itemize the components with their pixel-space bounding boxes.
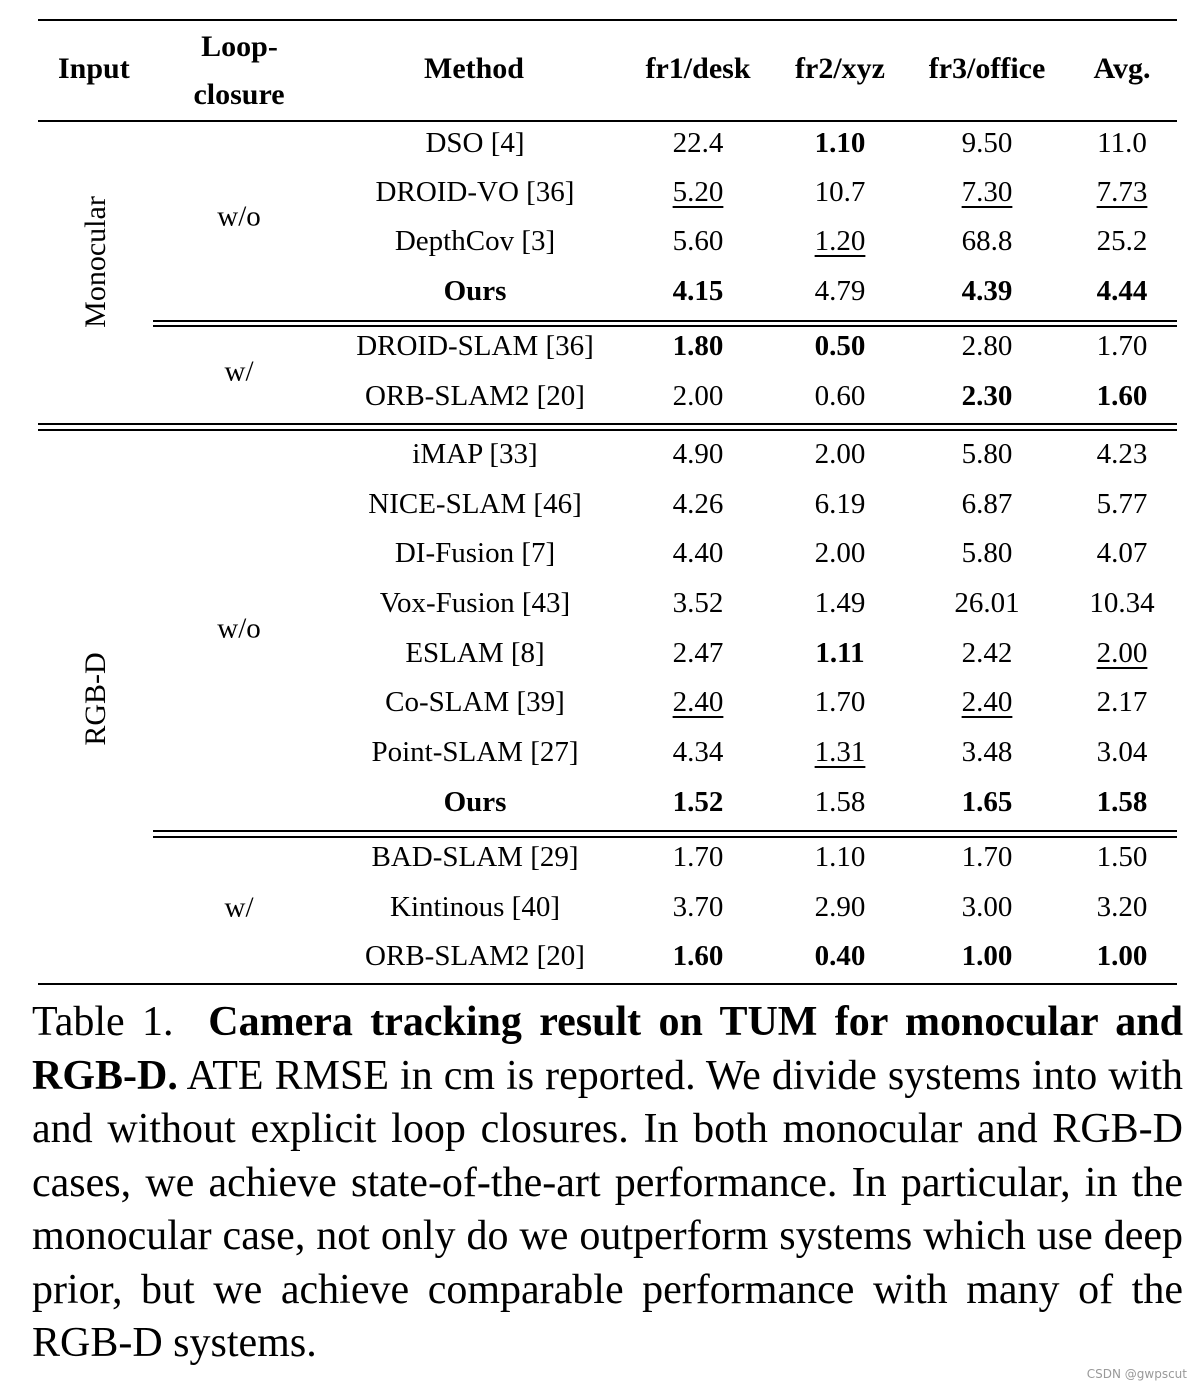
value-cell — [673, 277, 724, 306]
value-cell — [962, 129, 1013, 158]
value-cell — [962, 227, 1013, 256]
header-fr3-office: fr3/office — [928, 52, 1046, 85]
value-text: 4.79 — [814, 275, 866, 307]
value-text: 4.40 — [672, 537, 724, 569]
value-text: 3.20 — [1096, 891, 1148, 923]
value-cell — [815, 539, 866, 568]
value-cell — [1097, 178, 1148, 207]
value-text: 1.60 — [672, 940, 724, 972]
header-fr1-desk: fr1/desk — [645, 52, 751, 85]
method-cell: Point-SLAM [27] — [371, 736, 579, 768]
caption-title: Camera tracking result on TUM for monocular and RGB-D. — [32, 999, 1183, 1099]
loop-mono-without: w/o — [217, 200, 261, 233]
value-text: 0.50 — [814, 330, 866, 362]
value-cell — [962, 382, 1013, 411]
value-cell — [815, 178, 866, 207]
value-text: 2.42 — [961, 637, 1013, 669]
value-cell — [1097, 277, 1148, 306]
header-rule — [38, 120, 1177, 122]
value-text: 1.58 — [814, 786, 866, 818]
value-cell — [815, 893, 866, 922]
bottom-rule — [38, 983, 1177, 985]
header-loop-line1: Loop- — [201, 30, 278, 63]
value-text: 3.70 — [672, 891, 724, 923]
value-cell — [815, 332, 866, 361]
value-cell — [673, 440, 724, 469]
value-text: 0.60 — [814, 380, 866, 412]
method-cell: DSO [4] — [425, 127, 525, 159]
method-cell: DepthCov [3] — [394, 225, 556, 257]
method-cell: DI-Fusion [7] — [394, 537, 556, 569]
value-text: 3.00 — [961, 891, 1013, 923]
value-text: 2.30 — [961, 380, 1013, 412]
value-cell — [1097, 129, 1147, 158]
value-text: 26.01 — [954, 587, 1020, 619]
value-text: 1.50 — [1096, 841, 1148, 873]
value-cell — [815, 382, 866, 411]
value-text: 2.90 — [814, 891, 866, 923]
value-cell — [1097, 639, 1148, 668]
value-cell — [815, 843, 866, 872]
value-text: 7.73 — [1096, 176, 1148, 208]
value-text: 1.65 — [961, 786, 1013, 818]
value-cell — [962, 440, 1013, 469]
value-cell — [962, 893, 1013, 922]
value-cell — [673, 227, 724, 256]
value-cell — [815, 788, 866, 817]
value-cell — [1097, 440, 1148, 469]
value-text: 7.30 — [961, 176, 1013, 208]
value-cell — [673, 639, 724, 668]
value-text: 3.48 — [961, 736, 1013, 768]
value-cell — [673, 688, 724, 717]
value-cell — [1097, 738, 1148, 767]
value-cell — [815, 440, 866, 469]
value-text: 6.19 — [814, 488, 866, 520]
value-cell — [815, 688, 866, 717]
value-text: 1.80 — [672, 330, 724, 362]
value-cell — [815, 277, 866, 306]
value-cell — [962, 942, 1013, 971]
value-text: 2.00 — [814, 438, 866, 470]
value-text: 4.34 — [672, 736, 724, 768]
value-text: 5.20 — [672, 176, 724, 208]
value-text: 5.77 — [1096, 488, 1148, 520]
value-text: 2.47 — [672, 637, 724, 669]
value-cell — [1097, 539, 1148, 568]
value-cell — [673, 589, 724, 618]
value-text: 4.39 — [961, 275, 1013, 307]
value-text: 1.10 — [814, 841, 866, 873]
value-cell — [1097, 942, 1148, 971]
method-cell: ESLAM [8] — [405, 637, 545, 669]
value-cell — [673, 332, 724, 361]
value-cell — [673, 129, 724, 158]
value-cell — [815, 738, 866, 767]
value-text: 10.34 — [1089, 587, 1155, 619]
value-text: 2.40 — [961, 686, 1013, 718]
value-text: 22.4 — [672, 127, 724, 159]
value-text: 5.60 — [672, 225, 724, 257]
value-text: 3.04 — [1096, 736, 1148, 768]
value-text: 2.40 — [672, 686, 724, 718]
value-cell — [1097, 788, 1148, 817]
value-cell — [673, 843, 724, 872]
mono-loop-separator-top — [153, 320, 1177, 322]
value-cell — [1097, 893, 1148, 922]
method-cell: iMAP [33] — [412, 438, 538, 470]
input-separator-bottom — [38, 429, 1177, 431]
input-separator-top — [38, 423, 1177, 425]
value-text: 5.80 — [961, 438, 1013, 470]
value-cell — [673, 490, 724, 519]
value-cell — [1097, 688, 1148, 717]
method-cell: BAD-SLAM [29] — [371, 841, 579, 873]
value-cell — [815, 589, 866, 618]
value-cell — [962, 539, 1013, 568]
value-cell — [954, 589, 1019, 618]
value-text: 2.00 — [672, 380, 724, 412]
method-cell: Vox-Fusion [43] — [379, 587, 571, 619]
value-cell — [673, 788, 724, 817]
value-cell — [815, 227, 866, 256]
value-text: 1.58 — [1096, 786, 1148, 818]
method-cell: NICE-SLAM [46] — [368, 488, 582, 520]
group-rgbd: RGB-D — [79, 652, 112, 746]
value-text: 9.50 — [961, 127, 1013, 159]
method-cell: DROID-VO [36] — [375, 176, 575, 208]
method-cell: Ours — [443, 275, 507, 307]
value-cell — [1097, 332, 1148, 361]
rgbd-loop-separator-bottom — [153, 836, 1177, 838]
value-cell — [962, 639, 1013, 668]
loop-mono-with: w/ — [224, 355, 254, 388]
value-text: 4.90 — [672, 438, 724, 470]
value-text: 2.80 — [961, 330, 1013, 362]
value-text: 1.31 — [814, 736, 866, 768]
header-fr2-xyz: fr2/xyz — [795, 52, 885, 85]
value-text: 11.0 — [1097, 127, 1147, 159]
value-cell — [962, 178, 1013, 207]
value-text: 4.07 — [1096, 537, 1148, 569]
header-method: Method — [424, 52, 524, 85]
value-cell — [673, 738, 724, 767]
value-cell — [1097, 843, 1148, 872]
value-cell — [962, 843, 1013, 872]
value-cell — [962, 277, 1013, 306]
value-text: 1.70 — [1096, 330, 1148, 362]
value-cell — [815, 942, 866, 971]
value-cell — [962, 738, 1013, 767]
value-cell — [673, 893, 724, 922]
mono-loop-separator-bottom — [153, 325, 1177, 327]
value-text: 68.8 — [961, 225, 1013, 257]
header-loop-line2: closure — [193, 78, 285, 111]
value-text: 4.26 — [672, 488, 724, 520]
value-cell — [673, 539, 724, 568]
value-text: 10.7 — [814, 176, 866, 208]
value-cell — [673, 942, 724, 971]
rgbd-loop-separator-top — [153, 830, 1177, 832]
value-cell — [673, 382, 724, 411]
value-cell — [1097, 490, 1148, 519]
header-input: Input — [58, 52, 130, 85]
value-cell — [1097, 382, 1148, 411]
caption-label: Table 1. — [32, 999, 174, 1045]
method-cell: Co-SLAM [39] — [385, 686, 565, 718]
value-cell — [815, 490, 866, 519]
value-text: 1.70 — [814, 686, 866, 718]
value-cell — [962, 788, 1013, 817]
value-text: 2.00 — [1096, 637, 1148, 669]
caption-body: ATE RMSE in cm is reported. We divide systems into with and without explicit loop closures. In both monocular and RGB-D cases, we achieve state-of-the-art performance. In particular, in the monocular case, not only do we outperform systems which use deep prior, but we achieve comparable performance with many of the RGB-D systems. — [32, 1052, 1183, 1366]
value-text: 5.80 — [961, 537, 1013, 569]
value-cell — [962, 688, 1013, 717]
value-text: 25.2 — [1096, 225, 1148, 257]
value-text: 1.10 — [814, 127, 866, 159]
value-text: 4.15 — [672, 275, 724, 307]
top-rule — [38, 19, 1177, 21]
value-text: 2.17 — [1096, 686, 1148, 718]
method-cell: Kintinous [40] — [390, 891, 560, 923]
value-text: 1.20 — [814, 225, 866, 257]
value-cell — [1089, 589, 1154, 618]
value-text: 1.70 — [961, 841, 1013, 873]
method-cell: Ours — [443, 786, 507, 818]
method-cell: DROID-SLAM [36] — [356, 330, 594, 362]
value-text: 1.60 — [1096, 380, 1148, 412]
value-text: 1.00 — [961, 940, 1013, 972]
value-cell — [815, 639, 864, 668]
value-text: 4.23 — [1096, 438, 1148, 470]
value-text: 3.52 — [672, 587, 724, 619]
value-text: 1.00 — [1096, 940, 1148, 972]
value-text: 1.52 — [672, 786, 724, 818]
value-text: 0.40 — [814, 940, 866, 972]
value-cell — [962, 332, 1013, 361]
value-text: 6.87 — [961, 488, 1013, 520]
value-text: 2.00 — [814, 537, 866, 569]
table-caption — [32, 996, 1183, 1371]
value-text: 1.11 — [815, 637, 865, 669]
value-text: 1.70 — [672, 841, 724, 873]
value-text: 4.44 — [1096, 275, 1148, 307]
loop-rgbd-without: w/o — [217, 612, 261, 645]
method-cell: ORB-SLAM2 [20] — [365, 940, 585, 972]
value-cell — [673, 178, 724, 207]
value-text: 1.49 — [814, 587, 866, 619]
loop-rgbd-with: w/ — [224, 891, 254, 924]
value-cell — [1097, 227, 1148, 256]
group-monocular: Monocular — [79, 196, 112, 328]
value-cell — [962, 490, 1013, 519]
header-avg: Avg. — [1093, 52, 1151, 85]
value-cell — [815, 129, 866, 158]
method-cell: ORB-SLAM2 [20] — [365, 380, 585, 412]
watermark: CSDN @gwpscut — [1086, 1367, 1187, 1381]
